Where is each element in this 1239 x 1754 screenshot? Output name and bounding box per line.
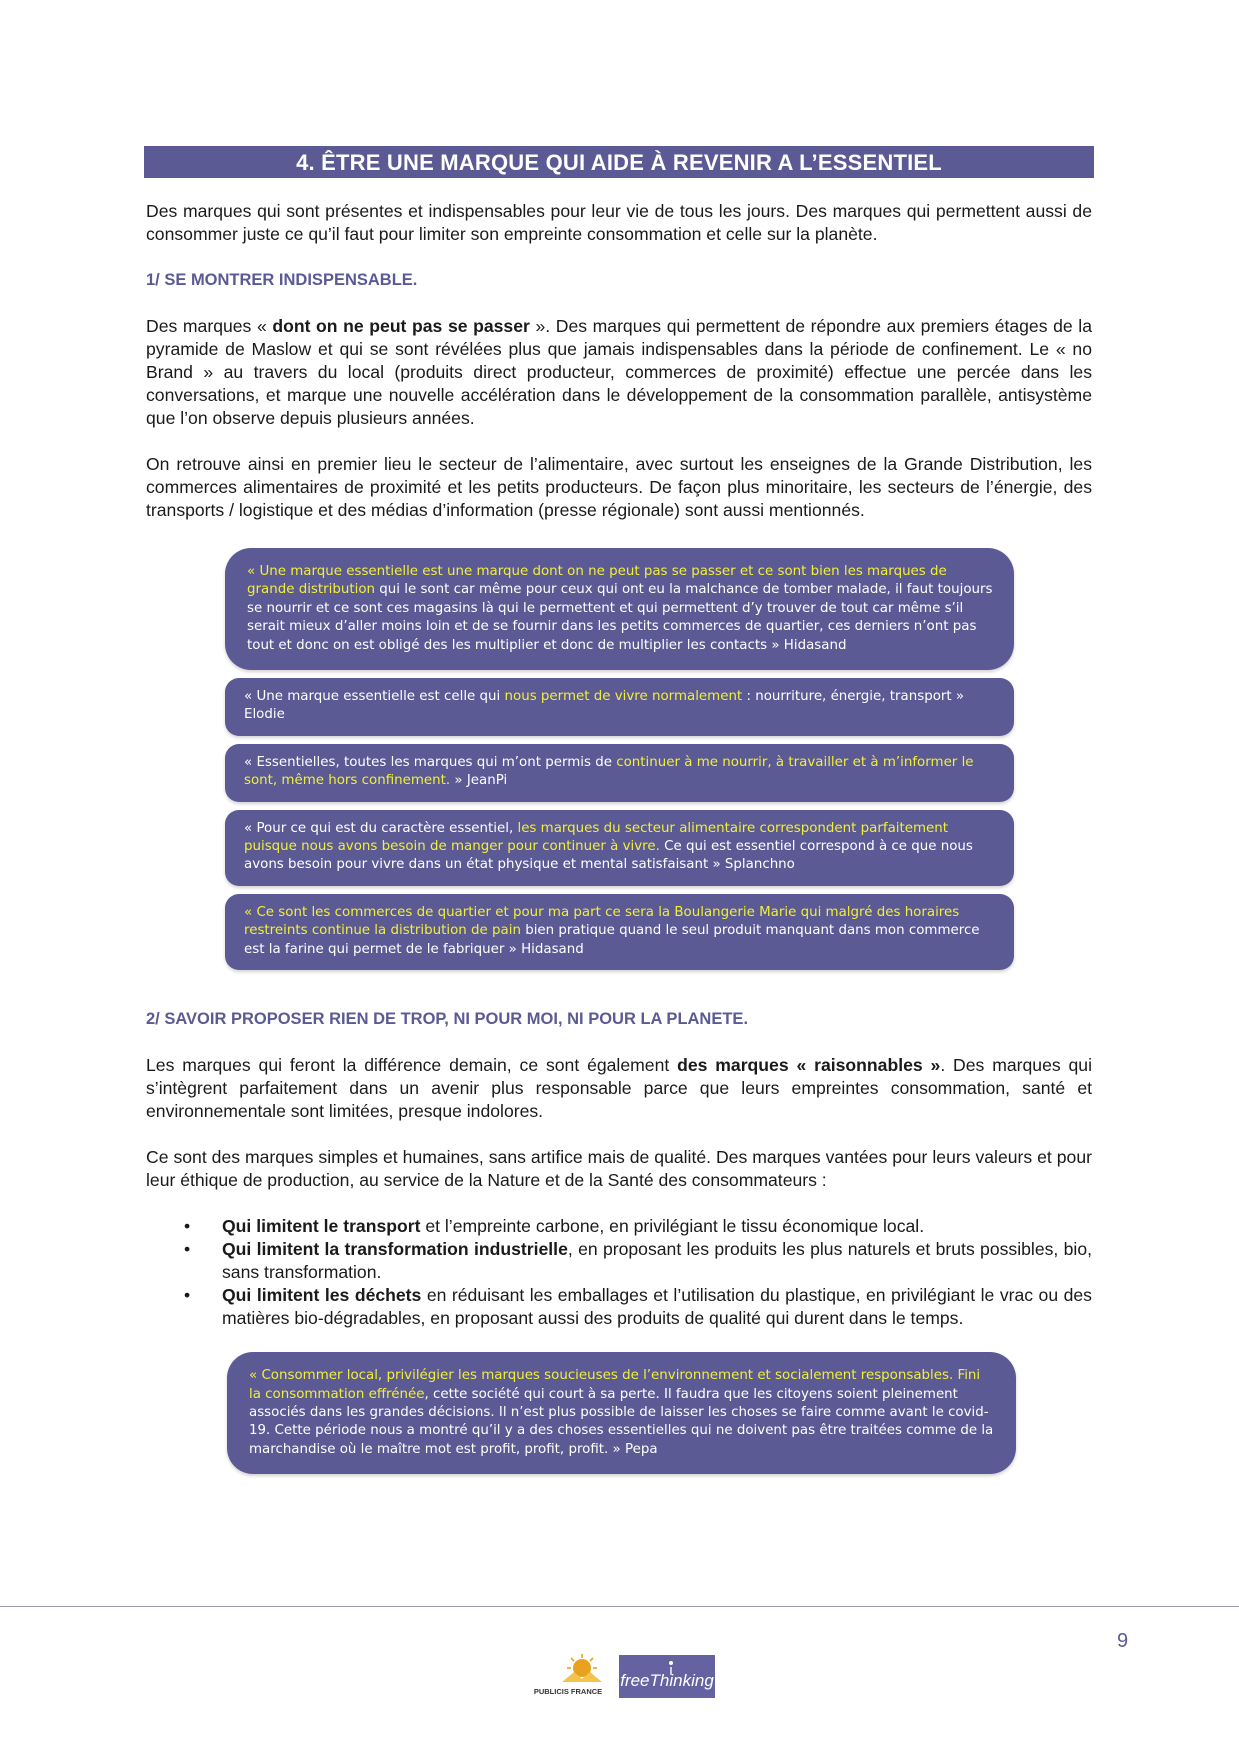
quotes-block-2 [227, 1352, 1016, 1474]
list-item: • Qui limitent le transport et l’empreinte carbone, en privilégiant le tissu économique local. [184, 1216, 925, 1237]
sub1-paragraph-1: Des marques « dont on ne peut pas se passer ». Des marques qui permettent de répondre aux premiers étages de la pyramide de Maslow et qui se sont révélées plus que jamais indispensables dans la période de confinement. Le « no Brand » au travers du local (produits direct producteur, commerces de proximité) effectue une percée dans les conversations, et marque une nouvelle accélération dans le développement de la consommation parallèle, antisystème que l’on observe depuis plusieurs années. [146, 316, 1092, 428]
bold-phrase: dont on ne peut pas se passer [272, 316, 530, 336]
quote-box: « Ce sont les commerces de quartier et pour ma part ce sera la Boulangerie Marie qui malgré des horaires restreints continue la distribution de pain bien pratique quand le seul produit manquant dans mon commerce est la farine qui permet de le fabriquer » Hidasand [225, 894, 1014, 970]
quote-box: « Consommer local, privilégier les marques soucieuses de l’environnement et socialement responsables. Fini la consommation effrénée, cette société qui court à sa perte. Il faudra que les citoyens soient pleinement associés dans les grandes décisions. Il n’est plus possible de laisser les choses se faire comme avant le covid-19. Cette période nous a montré qu’il y a des choses essentielles qui ne doivent pas être traitées comme de la marchandise où le maître mot est profit, profit, profit. » Pepa [227, 1352, 1016, 1474]
bullet-icon: • [184, 1216, 191, 1237]
bullet-icon: • [184, 1239, 191, 1260]
footer-divider [0, 1606, 1239, 1607]
sub2-paragraph-2: Ce sont des marques simples et humaines, sans artifice mais de qualité. Des marques vantées pour leurs valeurs et pour leur éthique de production, au service de la Nature et de la Santé des consommateurs : [146, 1147, 1092, 1191]
sub1-paragraph-2: On retrouve ainsi en premier lieu le secteur de l’alimentaire, avec surtout les enseignes de la Grande Distribution, les commerces alimentaires de proximité et les petits producteurs. De façon plus minoritaire, les secteurs de l’énergie, des transports / logistique et des médias d’information (presse régionale) sont aussi mentionnés. [146, 454, 1092, 520]
subheading-2: 2/ SAVOIR PROPOSER RIEN DE TROP, NI POUR MOI, NI POUR LA PLANETE. [146, 1010, 749, 1029]
document-page [146, 146, 1092, 1482]
section-title: 4. ÊTRE UNE MARQUE QUI AIDE À REVENIR A L’ESSENTIEL [144, 146, 1094, 178]
intro-paragraph: Des marques qui sont présentes et indispensables pour leur vie de tous les jours. Des marques qui permettent aussi de consommer juste ce qu’il faut pour limiter son empreinte consommation et celle sur la planète. [146, 201, 1092, 244]
sub2-paragraph-1: Les marques qui feront la différence demain, ce sont également des marques « raisonnables ». Des marques qui s’intègrent parfaitement dans un avenir plus responsable parce que leurs empreintes consommation, santé et environnementale sont limitées, presque indolores. [146, 1055, 1092, 1122]
bullet-icon: • [184, 1285, 191, 1306]
bullet-list [146, 1215, 1092, 1330]
svg-text:freeThinking: freeThinking [620, 1671, 714, 1690]
subheading-1: 1/ SE MONTRER INDISPENSABLE. [146, 271, 418, 289]
svg-text:PUBLICIS FRANCE: PUBLICIS FRANCE [533, 1687, 603, 1696]
quote-box: « Une marque essentielle est celle qui nous permet de vivre normalement : nourriture, énergie, transport » Elodie [225, 678, 1014, 736]
bold-phrase: des marques « raisonnables » [677, 1055, 941, 1076]
list-item: • Qui limitent les déchets en réduisant les emballages et l’utilisation du plastique, en privilégiant le vrac ou des matières bio-dégradables, en proposant aussi des produits de qualité qui durent dans le temps. [184, 1285, 1092, 1329]
quote-box: « Essentielles, toutes les marques qui m’ont permis de continuer à me nourrir, à travailler et à m’informer le sont, même hors confinement. » JeanPi [225, 744, 1014, 802]
quotes-block-1 [225, 548, 1014, 970]
list-item: • Qui limitent la transformation industrielle, en proposant les produits les plus naturels et bruts possibles, bio, sans transformation. [184, 1239, 1092, 1283]
page-number: 9 [1117, 1630, 1129, 1652]
quote-box: « Pour ce qui est du caractère essentiel, les marques du secteur alimentaire correspondent parfaitement puisque nous avons besoin de manger pour continuer à vivre. Ce qui est essentiel correspond à ce que nous avons besoin pour vivre dans un état physique et mental satisfaisant » Splanchno [225, 810, 1014, 886]
publicis-logo [522, 1652, 614, 1698]
quote-box: « Une marque essentielle est une marque dont on ne peut pas se passer et ce sont bien les marques de grande distribution qui le sont car même pour ceux qui ont eu la malchance de tomber malade, il faut toujours se nourrir et ce sont ces magasins là qui le permettent et qui permettent d’y trouver de tout car même s’il serait mieux d’aller moins loin et de se fournir dans les petits commerces de quartier, ces derniers n’ont pas tout et donc on est obligé des les multiplier et donc de multiplier les contacts » Hidasand [225, 548, 1014, 670]
freethinking-logo [619, 1655, 715, 1698]
